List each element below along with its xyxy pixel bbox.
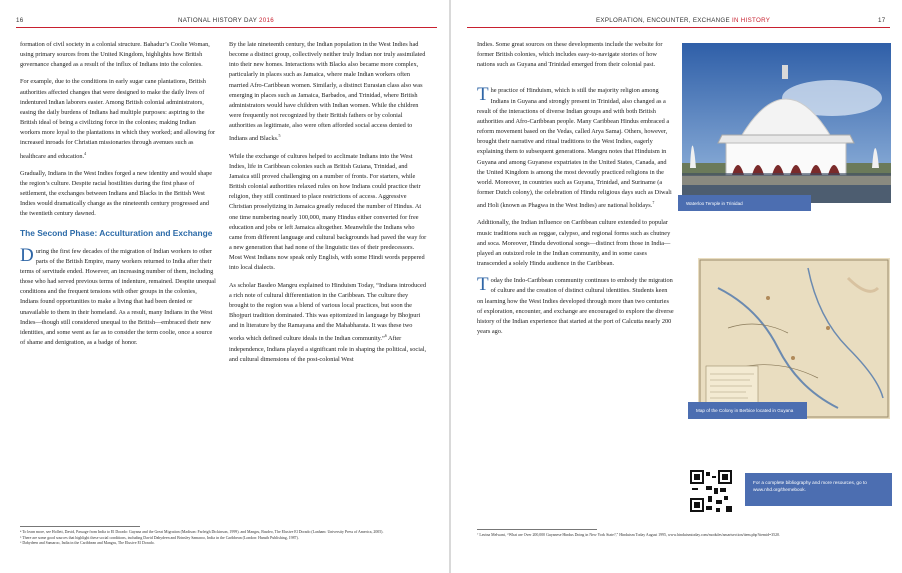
temple-photo — [682, 43, 891, 203]
colony-map — [698, 258, 890, 419]
paragraph: Additionally, the Indian influence on Caribbean culture extended to popular music traditions such as reggae, calypso, and regional forms such as chutney and soca. Moreover, Hindu devotional songs—distinct from those in India—played an outsized role in the Indian community, and in some cases transcended a solely Hindu audience in the Caribbean. — [477, 219, 671, 268]
running-head-accent: IN HISTORY — [731, 17, 771, 24]
qr-code-icon[interactable] — [690, 470, 732, 512]
paragraph: For example, due to the conditions in early sugar cane plantations, British authorities affected changes that were designed to make the daily lives of indentured Indian laborers easier. Among British colonial administrators, easing the daily burdens of Indians had multiple purposes: aspiring to the British ideal of being a civilizing force in the colonies; making Indian workers more loyal to the plantations in which they worked; and allowing for increased inroads for Christian missionaries through avenues such as healthcare and education.$^4$ — [20, 78, 216, 160]
footnote-rule — [20, 526, 140, 527]
footnote-ref: 7 — [652, 200, 655, 206]
running-head-left — [178, 17, 274, 24]
footnotes-left — [20, 530, 430, 547]
right-column-1 — [477, 40, 675, 344]
paragraph: While the exchange of cultures helped to acclimate Indians into the West Indies, life in Caribbean colonies such as British Guiana, Trinidad, and Jamaica still proved challenging on a number of fronts. For starters, while British colonial authorities relaxed rules on how Indians could practice their religion, they still continued to place restrictions of access. Aggressive Christian proselytizing in Jamaica greatly reduced the number of Hindus. At one time numbering nearly 100,000, many Hindus either converted for free education and jobs or left Jamaica altogether. Meanwhile the Indians who came from different language and cultural backgrounds had paved the way for a new generation that had none of the linguistic ties of their predecessors. Most West Indians now speak only English, with some Hindi words peppered into local dialects. — [229, 152, 427, 272]
bibliography-promo: For a complete bibliography and more resources, go to www.nhd.org/themebook. — [745, 473, 892, 506]
running-head-title: NATIONAL HISTORY DAY — [178, 17, 258, 24]
paragraph: During the first few decades of the migration of Indian workers to other parts of the British Empire, many workers returned to India after their terms of servitude ended. However, an increasing number of them, including those who had served previous terms of indenture, remained. Despite unequal conditions and the frequent tensions with other groups in the colonies, Indians found opportunities to make a living that had been denied or unavailable to them in their homeland. As a result, many Indians in the West Indies—though still considered unequal to the British—embraced their new identities, and some went as far as to consider the term coolie, once a source of shame and denigration, as a badge of honor. — [20, 244, 216, 346]
section-heading: The Second Phase: Acculturation and Exchange — [20, 227, 213, 238]
footnote-ref: 5 — [278, 133, 281, 139]
paragraph: Gradually, Indians in the West Indies forged a new identity and would shape the region’s culture. Despite racial hostilities during the first phase of settlement, the exchanges between Indians and Blacks in the British West Indies would dramatically change as the nineteenth century progressed and the twentieth century dawned. — [20, 169, 213, 218]
paragraph: Indies. Some great sources on these developments include the website for former British colonies, which includes easy-to-navigate stories of how nations such as Guyana and Trinidad emerged from their colonial past. — [477, 41, 663, 69]
footnote: ⁷ Lavina Melwani, “What are Over 200,000 Guyanese Hindus Doing in New York State?,” Hinduism Today August 1995, www.hinduismtoday.com/modules/smartsection/item.php?itemid=3520. — [477, 533, 780, 537]
header-rule — [16, 27, 437, 28]
right-page — [451, 0, 902, 573]
left-column-1 — [20, 40, 216, 355]
paragraph: Today the Indo-Caribbean community continues to embody the migration of culture and the creation of distinct cultural identities. Students keen on learning how the West Indies developed through more than two centuries of exploration, encounter, and exchange are encouraged to explore the diverse history of the Indian experience that started at the port of Calcutta nearly 200 years ago. — [477, 274, 674, 335]
map-caption: Map of the Colony in Berbice located in Guyana — [688, 402, 807, 419]
paragraph: As scholar Basdeo Mangru explained to Hinduism Today, “Indians introduced a rich note of cultural differentiation in the Caribbean. The culture they brought to the region was a blend of various local practices, but soon the Bhojpuri tradition dominated. This was epitomized in language by Bhojpuri and in literature by the Ramayana and the Mahabharata. It was these two works which defined culture ideals in the Indian community.”$^6$ After independence, Indians played a significant role in shaping the political, social, and cultural dimensions of the post-colonial West — [229, 281, 427, 363]
temple-caption: Waterloo Temple in Trinidad — [678, 195, 811, 211]
left-column-2 — [229, 40, 428, 372]
running-head-year: 2016 — [259, 17, 275, 24]
footnote-rule — [477, 529, 597, 530]
paragraph: By the late nineteenth century, the Indian population in the West Indies had become a distinct group, collectively neither truly Indian nor truly assimilated into their new homes. Interactions with Blacks also became more complex, particularly in places such as Jamaica, where male Indian workers often married Afro-Caribbean women. Similarly, a distinct Eurasian class also was emerging in places such as Jamaica, Barbados, and Trinidad, where British administrators would have children with Indian women. While the children were frequently not recognized by their British fathers or by colonial authorities as legitimate, also were often afforded social access denied to Indians and Blacks.$^5$ — [229, 41, 426, 143]
running-head-title: EXPLORATION, ENCOUNTER, EXCHANGE — [596, 17, 730, 24]
running-head-right — [596, 17, 770, 24]
page-number-left: 16 — [16, 17, 24, 24]
footnotes-right — [477, 533, 889, 539]
drop-cap: T — [477, 274, 489, 296]
paragraph: The practice of Hinduism, which is still the majority religion among Indians in Guyana and strongly present in Trinidad, also changed as a result of the interactions of diverse Indian groups and with both British authorities and Afro-Caribbean people. Many Caribbean Hindus embraced a reform movement based on the Vedas, called Arya Samaj. Others, however, brought their narrative and ritual traditions to the West Indies, eagerly explaining them to subsequent generations. Mangru notes that Hinduism in Guyana and among Guyanese expatriates in the United States, Canada, and the United Kingdom is among the most devoutly practiced religions in the world. Moreover, in countries such as Guyana, Trinidad, and Suriname (a former Dutch colony), the celebration of Hindu religious days such as Diwali and Holi (known as Phagwa in the West Indies) are national holidays.$^7$ — [477, 84, 672, 210]
paragraph: formation of civil society in a colonial structure. Bahadur’s Coolie Woman, using primary sources from the United Kingdom, highlights how British governance changed as a result of the influx of Indians into the colonies. — [20, 41, 210, 69]
drop-cap: D — [20, 244, 34, 266]
left-page — [0, 0, 449, 573]
footnote: ⁶ Dabydeen and Samaroo, India in the Caribbean and Mangru, The Elusive El Dorado. — [20, 541, 155, 546]
drop-cap: T — [477, 84, 489, 106]
footnote-ref: 6 — [384, 333, 387, 339]
footnote: ⁵ There are some good sources that highlight these social conditions, including David Dabydeen and Brinsley Samaroo, India in the Caribbean (London: Hansib Publishing, 1987). — [20, 535, 299, 540]
page-number-right: 17 — [878, 17, 886, 24]
footnote-ref: 4 — [84, 150, 87, 156]
footnote: ⁴ To learn more, see Hollett, David, Passage from India to El Dorado: Guyana and the Great Migration (Madison: Farleigh Dickinson, 1999). and Mangru, Basdeo, The Elusive El Dorado (Lanham: University Press of America, 2005). — [20, 530, 384, 534]
header-rule — [467, 27, 890, 28]
